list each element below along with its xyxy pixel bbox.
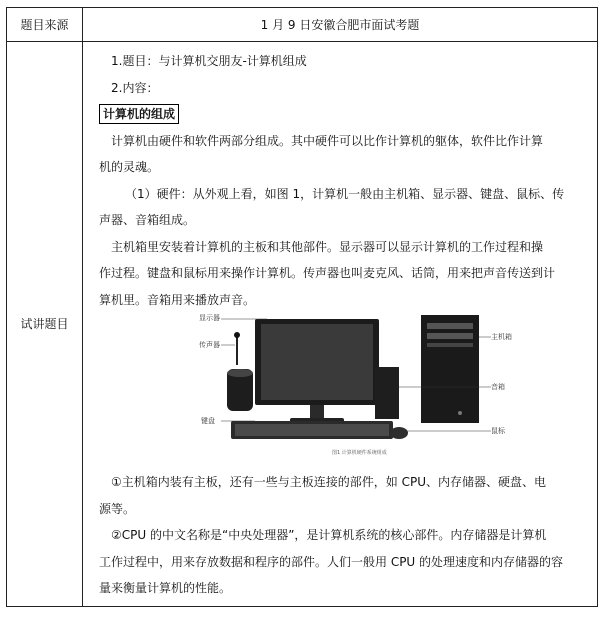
label-monitor: 显示器 bbox=[199, 314, 220, 322]
case-shape bbox=[421, 315, 479, 423]
para3-line1: 主机箱里安装着计算机的主板和其他部件。显示器可以显示计算机的工作过程和操 bbox=[111, 239, 544, 254]
para2-line1: （1）硬件：从外观上看，如图 1，计算机一般由主机箱、显示器、键盘、鼠标、传 bbox=[125, 186, 565, 201]
header-row bbox=[7, 8, 598, 42]
label-case: 主机箱 bbox=[491, 333, 512, 341]
computer-figure bbox=[99, 315, 587, 465]
para5-line1: ②CPU 的中文名称是“中央处理器”，是计算机系统的核心部件。内存储器是计算机 bbox=[111, 528, 547, 542]
para5-line3: 量来衡量计算机的性能。 bbox=[99, 581, 232, 595]
mouse-shape bbox=[390, 427, 408, 439]
section-heading: 计算机的组成 bbox=[99, 104, 179, 124]
para3-line2: 作过程。键盘和鼠标用来操作计算机。传声器也叫麦克风、话筒，用来把声音传送到计 bbox=[99, 266, 556, 280]
content-row bbox=[7, 42, 598, 607]
para1-line1: 计算机由硬件和软件两部分组成。其中硬件可以比作计算机的躯体，软件比作计算 bbox=[111, 133, 544, 148]
figure-caption: 图1 计算机硬件系统组成 bbox=[332, 450, 387, 456]
para2-line2: 声器、音箱组成。 bbox=[99, 213, 196, 227]
label-microphone: 传声器 bbox=[199, 341, 220, 349]
header-source-label: 题目来源 bbox=[7, 8, 83, 42]
label-speaker: 音箱 bbox=[491, 383, 505, 391]
para1-line2: 机的灵魂。 bbox=[99, 160, 160, 174]
label-mouse: 鼠标 bbox=[491, 427, 505, 435]
document-table bbox=[6, 7, 598, 607]
row-label: 试讲题目 bbox=[7, 42, 83, 607]
para4-line2: 源等。 bbox=[99, 501, 136, 516]
computer-illustration bbox=[195, 315, 525, 450]
label-keyboard: 键盘 bbox=[201, 417, 215, 425]
content-cell bbox=[83, 42, 598, 607]
content-line: 2.内容： bbox=[111, 80, 159, 95]
para3-line3: 算机里。音箱用来播放声音。 bbox=[99, 292, 256, 307]
para4-line1: ①主机箱内装有主板，还有一些与主板连接的部件，如 CPU、内存储器、硬盘、电 bbox=[111, 475, 546, 489]
topic-line: 1.题目：与计算机交朋友-计算机组成 bbox=[111, 54, 307, 68]
right-speaker-shape bbox=[375, 367, 399, 419]
header-source-value: 1 月 9 日安徽合肥市面试考题 bbox=[83, 8, 598, 42]
para5-line2: 工作过程中，用来存放数据和程序的部件。人们一般用 CPU 的处理速度和内存储器的容 bbox=[99, 554, 564, 569]
